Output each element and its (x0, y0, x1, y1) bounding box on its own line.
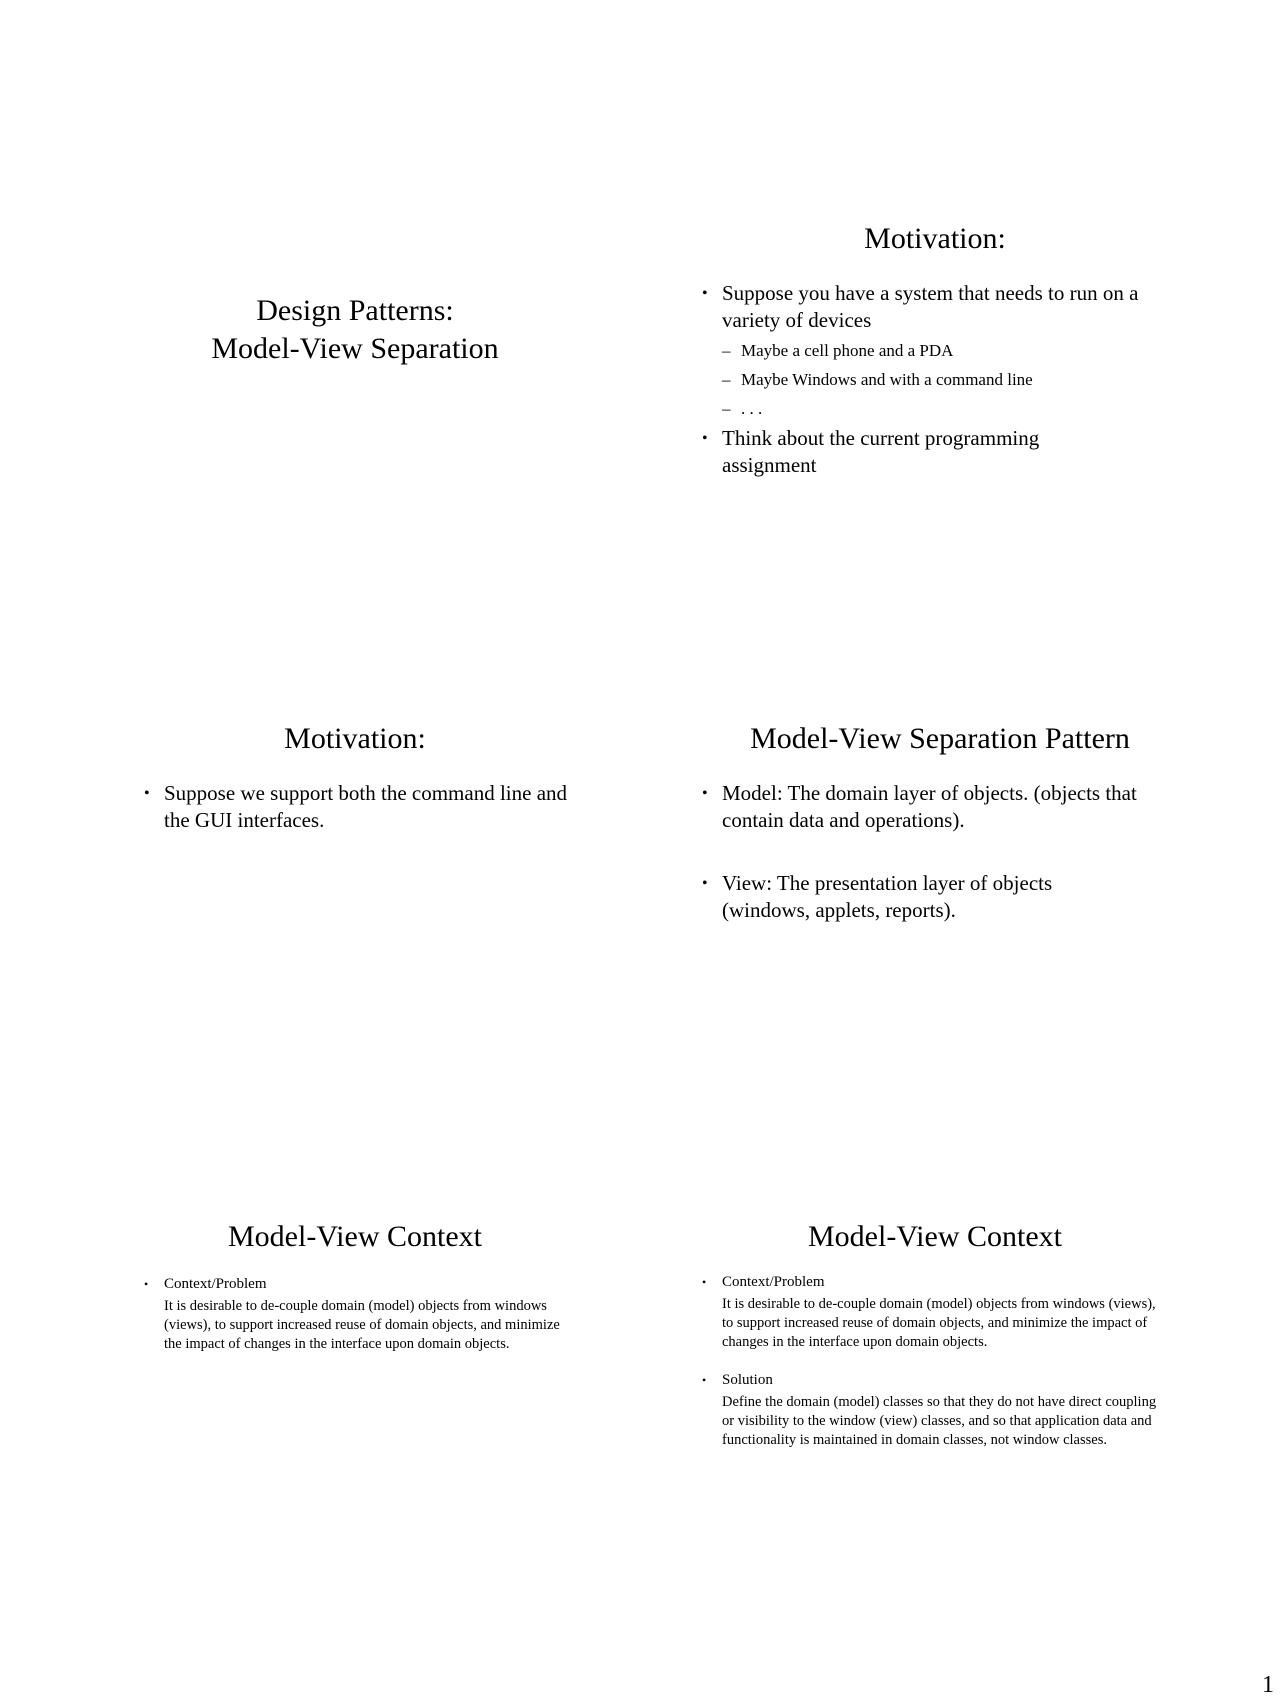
bullet-list (120, 1274, 590, 1354)
cover-title-line-2: Model-View Separation (211, 332, 499, 365)
cover-title-line-1: Design Patterns: (256, 294, 454, 327)
bullet-text: Model: The domain layer of objects. (objects that contain data and operations). (722, 781, 1137, 832)
slide-title: Motivation: (284, 722, 426, 755)
slide-context-solution (700, 1218, 1170, 1450)
bullet-list (120, 780, 590, 834)
bullet-item (700, 870, 1180, 924)
bullet-icon: • (144, 785, 150, 802)
page-number: 1 (1262, 1672, 1274, 1698)
bullet-icon: • (702, 285, 708, 302)
sub-bullet-item (722, 336, 1150, 365)
bullet-item (700, 780, 1180, 834)
sub-bullet-text: . . . (741, 399, 763, 418)
sub-bullet-text: Maybe a cell phone and a PDA (741, 341, 954, 360)
bullet-list (700, 780, 1180, 924)
bullet-icon: • (702, 430, 708, 447)
slide-motivation-interfaces (120, 720, 590, 834)
bullet-item (700, 425, 1150, 479)
bullet-item (142, 1274, 570, 1354)
bullet-item (700, 1272, 1158, 1352)
dash-icon: – (722, 370, 731, 389)
bullet-list (700, 280, 1170, 479)
slide-motivation-devices (700, 220, 1170, 479)
bullet-body: It is desirable to de-couple domain (model) objects from windows (views), to support increased reuse of domain objects, and minimize the impact of changes in the interface upon domain objects. (164, 1298, 560, 1352)
bullet-text: Suppose we support both the command line and the GUI interfaces. (164, 781, 568, 832)
bullet-icon: • (702, 1275, 707, 1289)
bullet-text: View: The presentation layer of objects (windows, applets, reports). (722, 871, 1053, 922)
dash-icon: – (722, 341, 731, 360)
cover-title (120, 292, 590, 368)
slide-title: Model-View Separation Pattern (750, 722, 1130, 755)
slide-separation-pattern (700, 720, 1180, 924)
bullet-heading: Context/Problem (164, 1276, 267, 1292)
bullet-item (700, 1370, 1158, 1450)
bullet-item (700, 280, 1150, 423)
slide-cover (120, 292, 590, 368)
bullet-heading: Context/Problem (722, 1274, 825, 1290)
bullet-icon: • (144, 1277, 149, 1291)
bullet-list (700, 1272, 1170, 1450)
slide-context-problem (120, 1218, 590, 1354)
bullet-text: Suppose you have a system that needs to run on a variety of devices (722, 281, 1139, 332)
bullet-heading: Solution (722, 1372, 773, 1388)
sub-bullet-item (722, 365, 1150, 394)
sub-bullet-list (722, 336, 1150, 423)
dash-icon: – (722, 399, 731, 418)
bullet-text: Think about the current programming assignment (722, 426, 1040, 477)
bullet-body: It is desirable to de-couple domain (model) objects from windows (views), to support increased reuse of domain objects, and minimize the impact of changes in the interface upon domain objects. (722, 1296, 1156, 1350)
slide-title: Motivation: (864, 222, 1006, 255)
sub-bullet-item (722, 394, 1150, 423)
bullet-item (142, 780, 590, 834)
slide-title: Model-View Context (808, 1220, 1062, 1253)
sub-bullet-text: Maybe Windows and with a command line (741, 370, 1033, 389)
slide-title: Model-View Context (228, 1220, 482, 1253)
bullet-icon: • (702, 785, 708, 802)
bullet-body: Define the domain (model) classes so that they do not have direct coupling or visibility to the window (view) classes, and so that application data and functionality is maintained in domain classes, not window classes. (722, 1394, 1157, 1448)
bullet-icon: • (702, 875, 708, 892)
bullet-icon: • (702, 1373, 707, 1387)
